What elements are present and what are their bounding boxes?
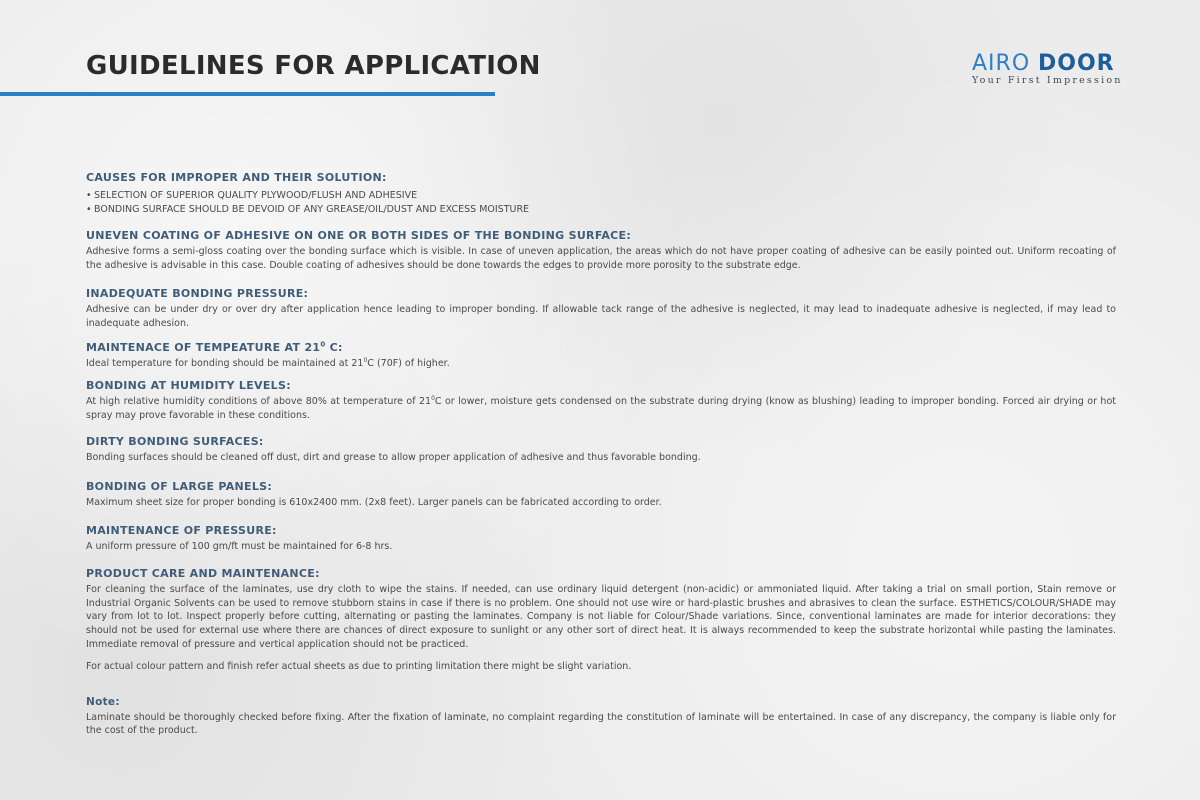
section-maintenance-pressure (86, 523, 1116, 554)
section-body: For cleaning the surface of the laminates, use dry cloth to wipe the stains. If needed, can use ordinary liquid detergent (non-acidic) or ammoniated liquid. After taking a trial on small portion, Stain remove or Industrial Organic Solvents can be used to remove stubborn stains in case if there is no problem. One should not use wire or hard-plastic brushes and abrasives to clean the surface. ESTHETICS/COLOUR/SHADE may vary from lot to lot. Inspect properly before cutting, alternating or pasting the laminates. Company is not liable for Colour/Shade variations. Since, conventional laminates are made for interior decorations: they should not be used for external use where there are chances of direct exposure to sunlight or any other sort of direct heat. It is always recommended to keep the substrate horizontal while pasting the laminates. Immediate removal of pressure and vertical application should not be practiced. (86, 584, 1116, 650)
list-item: • SELECTION OF SUPERIOR QUALITY PLYWOOD/FLUSH AND ADHESIVE (86, 189, 1116, 203)
section-dirty-surfaces (86, 434, 1116, 465)
degree-superscript: 0 (431, 395, 435, 402)
section-heading: CAUSES FOR IMPROPER AND THEIR SOLUTION: (86, 171, 387, 184)
degree-superscript: 0 (320, 339, 326, 348)
body-text-suffix: C (70F) of higher. (367, 357, 450, 369)
section-note (86, 694, 1116, 738)
section-body: Adhesive can be under dry or over dry after application hence leading to improper bonding. If allowable tack range of the adhesive is neglected, it may lead to inadequate adhesive is neglected, if may lead to inadequate adhesion. (86, 304, 1116, 329)
degree-superscript: 0 (363, 356, 368, 364)
section-footnote: For actual colour pattern and finish refer actual sheets as due to printing limitation there might be slight variation. (86, 661, 632, 673)
section-body: Maximum sheet size for proper bonding is 610x2400 mm. (2x8 feet). Larger panels can be fabricated according to order. (86, 496, 662, 508)
section-body: Adhesive forms a semi-gloss coating over the bonding surface which is visible. In case of uneven application, the areas which do not have proper coating of adhesive can be easily pointed out. Uniform recoating of the adhesive is advisable in this case. Double coating of adhesives should be done towards the edges to provide more porosity to the substrate edge. (86, 246, 1116, 271)
section-heading: MAINTENANCE OF PRESSURE: (86, 523, 277, 537)
section-heading: PRODUCT CARE AND MAINTENANCE: (86, 567, 320, 581)
section-temperature (86, 340, 1116, 371)
guidelines-content (86, 170, 1116, 738)
airo-door-logo-icon (970, 50, 1160, 90)
section-uneven-coating (86, 228, 1116, 272)
page-title: GUIDELINES FOR APPLICATION (86, 51, 541, 81)
note-body: Laminate should be thoroughly checked before fixing. After the fixation of laminate, no complaint regarding the constitution of laminate will be entertained. In case of any discrepancy, the company is liable only for the cost of the product. (86, 711, 1116, 737)
brand-name-airo: AIRO (972, 51, 1031, 76)
section-bonding-pressure (86, 286, 1116, 330)
section-large-panels (86, 479, 1116, 510)
section-heading: DIRTY BONDING SURFACES: (86, 435, 264, 449)
body-text: At high relative humidity conditions of above 80% at temperature of 21 (86, 396, 432, 408)
body-text: Ideal temperature for bonding should be maintained at 21 (86, 357, 364, 369)
section-heading: BONDING AT HUMIDITY LEVELS: (86, 379, 291, 393)
section-body: A uniform pressure of 100 gm/ft must be maintained for 6-8 hrs. (86, 540, 393, 552)
brand-logo (970, 50, 1160, 90)
section-body: Bonding surfaces should be cleaned off dust, dirt and grease to allow proper application of adhesive and thus favorable bonding. (86, 452, 701, 464)
title-underline (0, 92, 495, 96)
section-humidity (86, 378, 1116, 422)
section-heading: BONDING OF LARGE PANELS: (86, 479, 273, 493)
heading-text: MAINTENACE OF TEMPEATURE AT 21 (86, 340, 321, 354)
section-heading (86, 340, 1116, 356)
body-text-suffix: C or lower, moisture gets condensed on the substrate during drying (know as blushing) leading to improper bonding. Forced air drying or hot spray may prove favorable in these conditions. (86, 396, 1116, 421)
bullet-list (86, 189, 1116, 216)
section-heading: INADEQUATE BONDING PRESSURE: (86, 287, 309, 301)
section-product-care (86, 566, 1116, 674)
section-body (86, 395, 1116, 422)
section-body (86, 357, 1116, 371)
section-causes (86, 170, 1116, 216)
brand-name-door: DOOR (1038, 51, 1115, 76)
section-heading: UNEVEN COATING OF ADHESIVE ON ONE OR BOTH SIDES OF THE BONDING SURFACE: (86, 229, 632, 243)
heading-text-suffix: C: (325, 340, 343, 354)
list-item: • BONDING SURFACE SHOULD BE DEVOID OF ANY GREASE/OIL/DUST AND EXCESS MOISTURE (86, 203, 1116, 217)
brand-tagline: Your First Impression (972, 75, 1123, 86)
note-heading: Note: (86, 695, 120, 708)
